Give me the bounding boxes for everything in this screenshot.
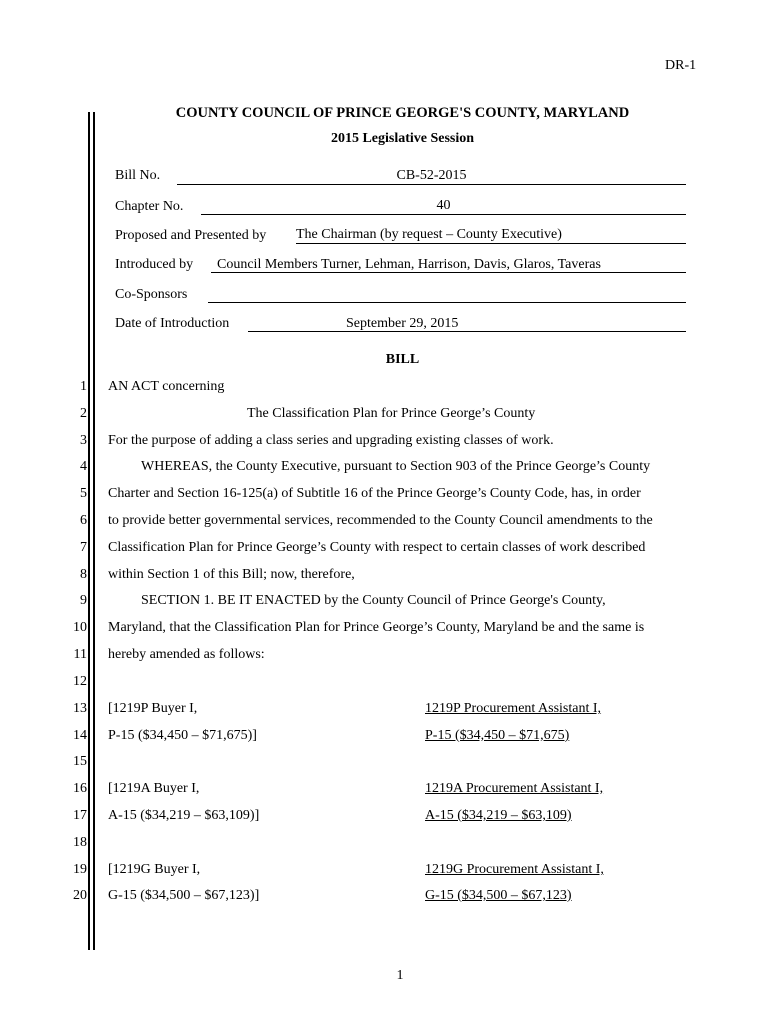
line-number: 15 — [73, 754, 87, 769]
bill-heading: BILL — [385, 352, 420, 367]
line-number: 5 — [80, 486, 87, 501]
cosponsors-value — [208, 286, 686, 303]
body-line: SECTION 1. BE IT ENACTED by the County Council of Prince George's County, — [141, 593, 606, 608]
body-line: to provide better governmental services, recommended to the County Council amendments to the — [108, 513, 653, 528]
date-label: Date of Introduction — [115, 316, 230, 331]
council-title: COUNTY COUNCIL OF PRINCE GEORGE'S COUNTY, MARYLAND — [175, 105, 630, 121]
new-class-grade: G-15 ($34,500 – $67,123) — [425, 888, 572, 903]
new-class-title: 1219P Procurement Assistant I, — [425, 701, 602, 716]
document-code: DR-1 — [665, 58, 697, 73]
chapter-label: Chapter No. — [115, 199, 184, 214]
cosponsors-label: Co-Sponsors — [115, 287, 188, 302]
body-line: Classification Plan for Prince George’s County with respect to certain classes of work described — [108, 540, 646, 555]
old-class-title: [1219A Buyer I, — [108, 781, 200, 796]
bill-no-label: Bill No. — [115, 168, 161, 183]
line-number: 4 — [80, 459, 87, 474]
new-class-grade: P-15 ($34,450 – $71,675) — [425, 728, 570, 743]
line-number: 11 — [73, 647, 87, 662]
line-number: 3 — [80, 433, 87, 448]
body-line: For the purpose of adding a class series and upgrading existing classes of work. — [108, 433, 554, 448]
line-number: 16 — [73, 781, 87, 796]
session-title: 2015 Legislative Session — [330, 131, 475, 146]
body-line: AN ACT concerning — [108, 379, 225, 394]
line-number: 8 — [80, 567, 87, 582]
line-number: 10 — [73, 620, 87, 635]
old-class-grade: A-15 ($34,219 – $63,109)] — [108, 808, 260, 823]
line-number: 13 — [73, 701, 87, 716]
margin-bar-outer — [88, 112, 90, 950]
page-number: 1 — [396, 968, 404, 983]
margin-bar-inner — [93, 112, 95, 950]
date-value: September 29, 2015 — [248, 316, 686, 332]
body-line: hereby amended as follows: — [108, 647, 265, 662]
old-class-title: [1219G Buyer I, — [108, 862, 201, 877]
body-line: within Section 1 of this Bill; now, therefore, — [108, 567, 355, 582]
line-number: 20 — [73, 888, 87, 903]
line-number: 6 — [80, 513, 87, 528]
proposed-value: The Chairman (by request – County Executive) — [296, 227, 686, 244]
new-class-title: 1219A Procurement Assistant I, — [425, 781, 604, 796]
old-class-title: [1219P Buyer I, — [108, 701, 198, 716]
line-number: 1 — [80, 379, 87, 394]
proposed-label: Proposed and Presented by — [115, 228, 267, 243]
line-number: 9 — [80, 593, 87, 608]
body-line: WHEREAS, the County Executive, pursuant to Section 903 of the Prince George’s County — [141, 459, 651, 474]
line-number: 19 — [73, 862, 87, 877]
line-number: 17 — [73, 808, 87, 823]
old-class-grade: G-15 ($34,500 – $67,123)] — [108, 888, 260, 903]
bill-subject: The Classification Plan for Prince George’s County — [247, 406, 536, 421]
new-class-title: 1219G Procurement Assistant I, — [425, 862, 604, 877]
body-line: Maryland, that the Classification Plan for Prince George’s County, Maryland be and the same is — [108, 620, 645, 635]
new-class-grade: A-15 ($34,219 – $63,109) — [425, 808, 572, 823]
introduced-value: Council Members Turner, Lehman, Harrison, Davis, Glaros, Taveras — [211, 257, 686, 273]
line-number: 12 — [73, 674, 87, 689]
line-number: 18 — [73, 835, 87, 850]
line-number: 14 — [73, 728, 87, 743]
bill-no-value: CB-52-2015 — [177, 168, 686, 185]
line-number: 2 — [80, 406, 87, 421]
chapter-value: 40 — [201, 198, 686, 215]
body-line: Charter and Section 16-125(a) of Subtitle 16 of the Prince George’s County Code, has, in order — [108, 486, 641, 501]
old-class-grade: P-15 ($34,450 – $71,675)] — [108, 728, 257, 743]
line-number: 7 — [80, 540, 87, 555]
introduced-label: Introduced by — [115, 257, 194, 272]
